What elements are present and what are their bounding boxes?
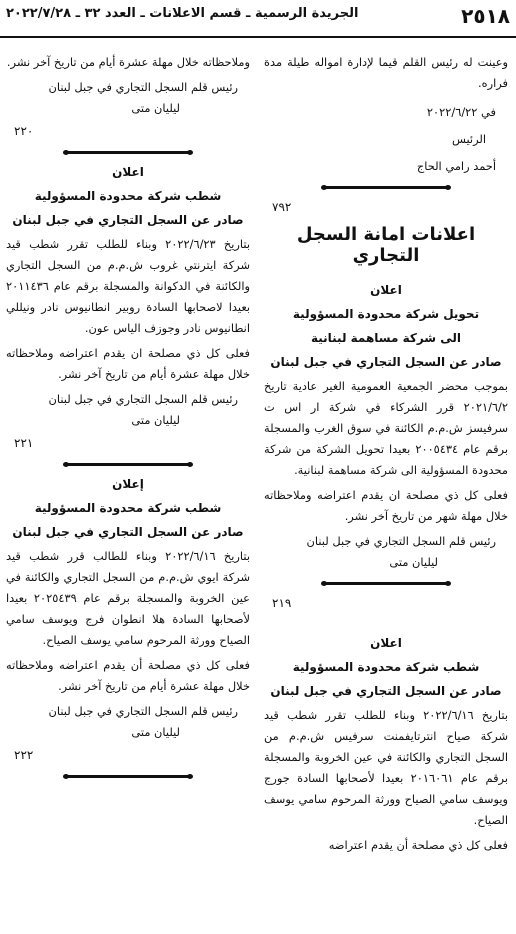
signature-name: ليليان متى	[131, 101, 180, 115]
notice-body: بتاريخ ٢٠٢٢/٦/١٦ وبناء للطلب تقرر شطب قيد شركة صياح انترتايفمنت سرفيس ش.م.م من السجل التجاري والكائنة في عين الخروبة والمسجلة برقم عام ٢٠١٦٠٦١ بعيدا لأصحابها السادة جورج ويوسف سامي الصياح وورثة المرحوم سامي يوسف الصياح.	[264, 708, 509, 827]
notice-heading: تحويل شركة محدودة المسؤولية	[292, 307, 480, 321]
divider	[6, 146, 250, 158]
notice-label: إعلان	[112, 477, 144, 491]
notice-objection: فعلى كل ذي مصلحة أن يقدم اعتراضه	[328, 838, 508, 852]
paragraph: وعينت له رئيس القلم قيما لإدارة امواله طيلة مدة فراره.	[264, 55, 508, 90]
page-header	[0, 0, 516, 38]
notice-number: ٧٩٢	[272, 200, 292, 214]
signature-title: رئيس قلم السجل التجاري في جبل لبنان	[306, 534, 496, 548]
signature-name: ليليان متى	[389, 555, 438, 569]
right-column	[264, 52, 508, 860]
role: الرئيس	[451, 132, 486, 146]
notice-body: بتاريخ ٢٠٢٢/٦/١٦ وبناء للطالب قرر شطب قيد شركة ايوي ش.م.م من السجل التجاري والكائنة في عين الخروبة والمسجلة برقم عام ٢٠٢٥٤٣٩ بعيدا لأصحابها السادة هلا انطوان فرج ويوسف سامي الصياح وورثة المرحوم سامي يوسف الصياح.	[6, 549, 250, 647]
notice-number: ٢٢١	[14, 436, 34, 450]
notice-number: ٢١٩	[272, 596, 292, 610]
notice-heading: شطب شركة محدودة المسؤولية	[292, 660, 480, 674]
notice-label: اعلان	[370, 636, 402, 650]
signature-title: رئيس قلم السجل التجاري في جبل لبنان	[48, 392, 238, 406]
divider	[6, 770, 250, 782]
paragraph: وملاحظاته خلال مهلة عشرة أيام من تاريخ آخر نشر.	[6, 55, 250, 69]
notice-body: بتاريخ ٢٠٢٢/٦/٢٣ وبناء للطلب تقرر شطب قيد شركة ايترنتي غروب ش.م.م من السجل التجاري والكائنة في الدكوانة والمسجلة برقم عام ٢٠١١٤٣٦ بعيدا لاصحابها السادة روبير انطانيوس نادر ونيللي انطانيوس نادر وجوزف الياس عون.	[6, 237, 250, 335]
divider	[264, 181, 508, 193]
notice-number: ٢٢٠	[14, 124, 34, 138]
divider	[6, 458, 250, 470]
section-title: اعلانات امانة السجل التجاري	[296, 224, 476, 266]
notice-heading: صادر عن السجل التجاري في جبل لبنان	[12, 213, 244, 227]
notice-label: اعلان	[112, 165, 144, 179]
notice-heading: صادر عن السجل التجاري في جبل لبنان	[270, 355, 502, 369]
notice-heading: الى شركة مساهمة لبنانية	[310, 331, 462, 345]
notice-number: ٢٢٢	[14, 748, 34, 762]
notice-objection: فعلى كل ذي مصلحة ان يقدم اعتراضه وملاحظاته خلال مهلة عشرة أيام من تاريخ آخر نشر.	[6, 346, 250, 381]
gazette-title: الجريدة الرسمية ـ قسم الاعلانات ـ العدد ٣٢ ـ ٢٠٢٢/٧/٢٨	[6, 6, 359, 21]
notice-heading: صادر عن السجل التجاري في جبل لبنان	[270, 684, 502, 698]
notice-objection: فعلى كل ذي مصلحة أن يقدم اعتراضه وملاحظاته خلال مهلة عشرة أيام من تاريخ آخر نشر.	[6, 658, 250, 693]
left-column	[6, 52, 250, 786]
divider	[264, 577, 508, 589]
signature-title: رئيس قلم السجل التجاري في جبل لبنان	[48, 704, 238, 718]
notice-body: بموجب محضر الجمعية العمومية الغير عادية تاريخ ٢٠٢١/٦/٢ قرر الشركاء في شركة ار اس ت سرفيسز ش.م.م الكائنة في سوق الغرب والمسجلة برقم عام ٢٠٠٥٤٣٤ بعيدا تحويل الشركة من شركة محدودة المسؤولية الى شركة مساهمة لبنانية.	[264, 379, 509, 477]
signature-name: أحمد رامي الحاج	[416, 159, 496, 173]
signature-name: ليليان متى	[131, 413, 180, 427]
notice-heading: صادر عن السجل التجاري في جبل لبنان	[12, 525, 244, 539]
notice-objection: فعلى كل ذي مصلحة ان يقدم اعتراضه وملاحظاته خلال مهلة شهر من تاريخ آخر نشر.	[264, 488, 508, 523]
page-number: ٢٥١٨	[461, 4, 510, 28]
signature-title: رئيس قلم السجل التجاري في جبل لبنان	[48, 80, 238, 94]
notice-label: اعلان	[370, 283, 402, 297]
signature-name: ليليان متى	[131, 725, 180, 739]
date: في ٢٠٢٢/٦/٢٢	[426, 105, 496, 119]
notice-heading: شطب شركة محدودة المسؤولية	[34, 501, 222, 515]
notice-heading: شطب شركة محدودة المسؤولية	[34, 189, 222, 203]
